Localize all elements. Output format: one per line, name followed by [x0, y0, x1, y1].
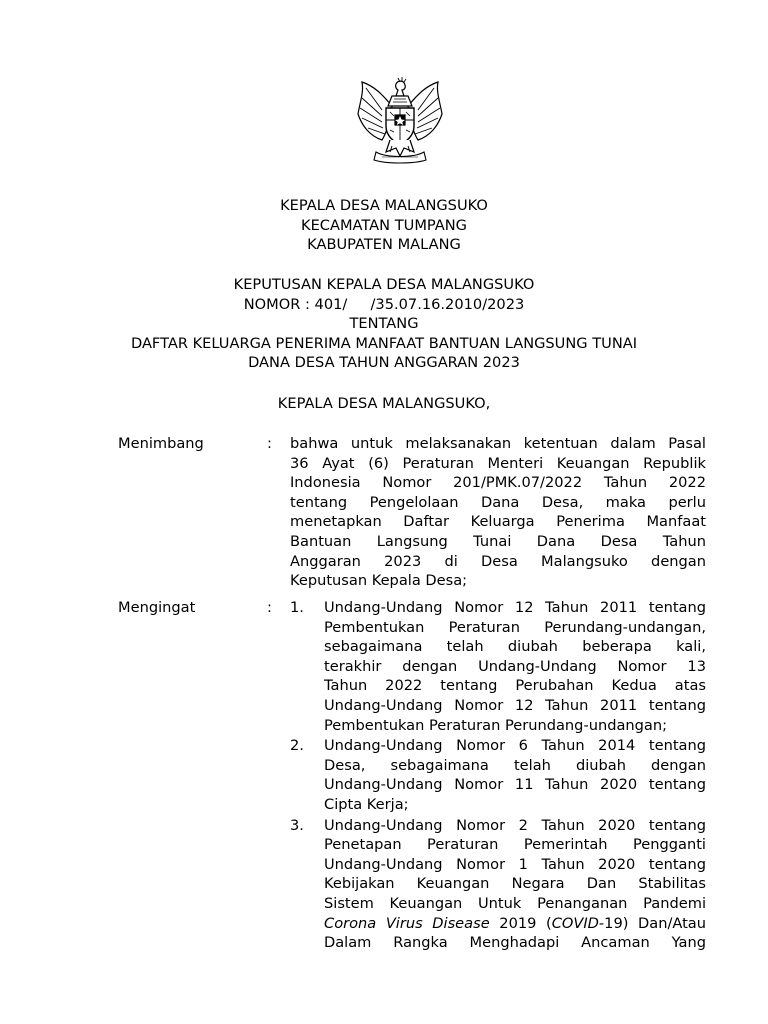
list-item-line: Undang-Undang Nomor 1 Tahun 2020 tentang — [324, 855, 706, 873]
list-item-line: Undang-Undang Nomor 2 Tahun 2020 tentang — [324, 816, 706, 834]
list-item-line: Undang-Undang Nomor 12 Tahun 2011 tentang — [324, 696, 706, 714]
mengingat-list — [290, 598, 706, 953]
list-item-line: sebagaimana telah diubah beberapa kali, — [324, 638, 706, 656]
italic-term: COVID — [551, 914, 599, 932]
list-item-number: 2. — [290, 737, 304, 755]
menimbang-line: Indonesia Nomor 201/PMK.07/2022 Tahun 2022 — [290, 474, 706, 492]
italic-term: Corona Virus Disease — [324, 914, 490, 932]
issuer-title: KEPALA DESA MALANGSUKO, — [277, 395, 491, 412]
garuda-emblem-icon — [352, 74, 448, 166]
letterhead-line-3: KABUPATEN MALANG — [307, 236, 461, 254]
list-item-line: Cipta Kerja; — [324, 795, 409, 813]
decree-about: TENTANG — [349, 315, 419, 333]
decree-heading — [0, 275, 768, 373]
menimbang-line: Anggaran 2023 di Desa Malangsuko dengan — [290, 552, 706, 570]
letterhead-line-2: KECAMATAN TUMPANG — [301, 216, 467, 234]
menimbang-line: 36 Ayat (6) Peraturan Menteri Keuangan Republik — [290, 454, 706, 472]
list-item-line: Pembentukan Peraturan Perundang-undangan, — [324, 618, 706, 636]
list-item-line: Pembentukan Peraturan Perundang-undangan; — [324, 716, 668, 734]
mengingat-colon: : — [267, 599, 272, 616]
issuer-heading — [0, 394, 768, 414]
list-item — [290, 816, 706, 953]
letterhead-line-1: KEPALA DESA MALANGSUKO — [280, 197, 488, 214]
list-item-line: Sistem Keuangan Untuk Penanganan Pandemi — [324, 894, 706, 912]
list-item-line: Undang-Undang Nomor 11 Tahun 2020 tentang — [324, 776, 706, 794]
decree-title: KEPUTUSAN KEPALA DESA MALANGSUKO — [233, 276, 535, 293]
list-item-line: Kebijakan Keuangan Negara Dan Stabilitas — [324, 875, 706, 893]
decree-subject-line-1: DAFTAR KELUARGA PENERIMA MANFAAT BANTUAN LANGSUNG TUNAI — [130, 334, 638, 352]
menimbang-line: menetapkan Daftar Keluarga Penerima Manfaat — [290, 513, 706, 531]
list-item-line — [324, 914, 706, 934]
list-item — [290, 736, 706, 814]
text-fragment: -19) Dan/Atau — [598, 914, 707, 932]
decree-subject-line-2: DANA DESA TAHUN ANGGARAN 2023 — [248, 354, 520, 372]
decree-number: NOMOR : 401/ /35.07.16.2010/2023 — [243, 295, 525, 313]
menimbang-section — [118, 434, 706, 594]
list-item-line: Dalam Rangka Menghadapi Ancaman Yang — [324, 934, 706, 952]
menimbang-line: bahwa untuk melaksanakan ketentuan dalam Pasal — [290, 435, 706, 452]
menimbang-label: Menimbang — [118, 435, 204, 452]
list-item-number: 1. — [290, 599, 304, 616]
list-item-line: Tahun 2022 tentang Perubahan Kedua atas — [324, 677, 706, 695]
menimbang-colon: : — [267, 435, 272, 452]
list-item-line: Desa, sebagaimana telah diubah dengan — [324, 756, 706, 774]
list-item-line: terakhir dengan Undang-Undang Nomor 13 — [324, 657, 706, 675]
menimbang-line: Bantuan Langsung Tunai Dana Desa Tahun — [290, 532, 706, 550]
list-item-number: 3. — [290, 816, 304, 834]
text-fragment: 2019 ( — [489, 914, 552, 932]
menimbang-text — [290, 434, 706, 591]
mengingat-label: Mengingat — [118, 599, 196, 616]
menimbang-line: tentang Pengelolaan Dana Desa, maka perlu — [290, 493, 706, 511]
list-item-line: Undang-Undang Nomor 6 Tahun 2014 tentang — [324, 737, 706, 755]
list-item — [290, 598, 706, 735]
menimbang-line: Keputusan Kepala Desa; — [290, 572, 468, 590]
list-item-line: Undang-Undang Nomor 12 Tahun 2011 tentang — [324, 599, 706, 616]
list-item-line: Penetapan Peraturan Pemerintah Pengganti — [324, 836, 706, 854]
mengingat-section — [118, 598, 706, 1018]
letterhead — [0, 196, 768, 255]
